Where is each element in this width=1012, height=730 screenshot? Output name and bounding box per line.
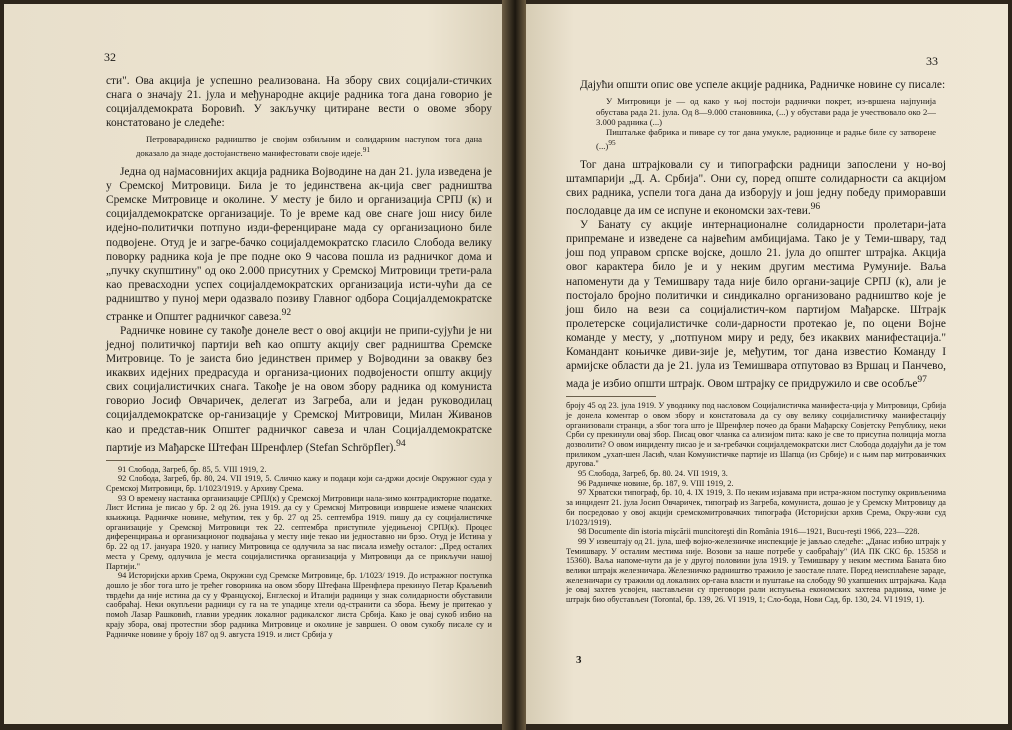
- footnote: 92 Слобода, Загреб, бр. 80, 24. VII 1919, 5. Слично кажу и подаци који са-држи досије Окружног суда у Сремској Митровици, бр. 1/1023/1919. у Архиву Срема.: [106, 474, 492, 493]
- footnote: 93 О времену настанка организације СРПЈ(к) у Сремској Митровици нала-зимо контрадикторне податке. Лист Истина је писао у бр. 2 од 26. јуна 1919. да су у Сремској Митровици извршене измене чланских књижица. Радничке новине, међутим, тек у бр. 27 од 25. септембра 1919. пишу да су социјалистичке организације у Сремској Митровици тек 22. септембра приступиле уједињеној СРПЈ(к). Процес диференцирања и организационог подвајања у месту није текао ни једноставно ни брзо. Отуд је Истина у бр. 22 од 17. јануара 1920. у напису Митровица се одлучила за нас писала између осталог: „Пред осталих места у Срему, одлучила је места социјалистичка организација у Митровици да се прикључи нашој Партији.": [106, 493, 492, 571]
- paragraph: Дајући општи опис ове успеле акције радника, Радничке новине су писале:: [580, 79, 946, 91]
- footnote-ref: 92: [281, 308, 292, 319]
- footnote-ref: 94: [396, 438, 406, 449]
- block-quote: Петроварадинско радништво је својим озбиљним и солидарним наступом тога дана доказало да знаде достојанствено манифестовати своје идеје.$^{91}$: [136, 134, 482, 158]
- footnote: 91 Слобода, Загреб, бр. 85, 5. VIII 1919, 2.: [118, 464, 267, 474]
- left-page: [4, 4, 503, 724]
- paragraph: Тог дана штрајковали су и типографски радници запослени у но-вој штампарији „Д. А. Србија". Они су, поред опште солидарности са акцијом свих радника, успели тога дана да изборују и још једну победу приморавши послодавце да им се испуне и економски зах-теви.$^{96}$: [566, 159, 946, 218]
- footnote: 95 Слобода, Загреб, бр. 80. 24. VII 1919, 3.: [578, 469, 728, 479]
- page-number: 33: [926, 54, 938, 68]
- right-page: [526, 4, 1008, 724]
- footnote: 94 Историјски архив Срема, Окружни суд Сремске Митровице, бр. 1/1023/ 1919. До истражног поступка дошло је због тога што је трећег говорника на овом збору Штефана Шренфлера прекинуо Петар Краљевић тврдећи да није истина да су у Француској, Енглеској и Италији радници у знак солидарности обуставили саобраћај. Неки окупљени радници су га на те упадице хтели од-странити са збора. Њему је притекао у помоћ Лазар Рашковић, главни уредник локалног радикалског листа Србија. Како је овај сукоб избио на крају збора, овај протестни збор радника Митровице и околине је завршен. О овом сукобу писале су и Радничке новине у броју 187 од 9. августа 1919. и лист Србија у: [106, 571, 492, 639]
- footnote-divider: [106, 460, 196, 461]
- footnote: 99 У извештају од 21. јула, шеф војно-железничке инспекције је јављао следеће: „Данас избио штрајк у Темишвару. У осталим местима није. Возови за наше потребе у саобраћају" (ИА ПК СКС бр. 15358 и 15360). Ваља напоме-нути да је у другој половини јула 1919. у Темишвару у неким местима Баната био велики штрајк железничара. Железничко радништво тражило је заостале плате. Поред неисплаћене зараде, железничари су тражили од локалних ор-гана власти и пуштање на слободу 90 ухапшених штрајкача. Када је овај захтев усвојен, настављени су преговори рали испуњења економских захтева радника, чиме је штрајк био обустављен (Torontal, бр. 139, 26. VI 1919, 1; Сло-бода, Нови Сад, бр. 130, 24. VI 1919, 1).: [566, 536, 946, 605]
- left-text-column: [106, 74, 492, 639]
- footnote-ref: 91: [362, 145, 370, 154]
- signature-mark: 3: [576, 654, 582, 666]
- footnote: 96 Радничке новине, бр. 187, 9. VIII 1919, 2.: [578, 478, 734, 488]
- paragraph: сти". Ова акција је успешно реализована. На збору свих социјали-стичких снага о значају 21. јула и међународне акције радника тога дана говорио је социјалдемократа Боровић. У закључку цитиране вести о овоме збору констатовано је следеће:: [106, 75, 492, 130]
- right-text-column: [566, 78, 946, 605]
- footnotes: [566, 401, 946, 605]
- footnote-divider: [566, 396, 656, 397]
- footnote-ref: 96: [810, 202, 821, 213]
- footnotes: [106, 465, 492, 640]
- paragraph: Радничке новине су такође донеле вест о овој акцији не припи-сујући је ни једној политичкој партији већ као општу акцију свег радништва Сремске Митровице. То је заиста био јединствен пример у Војводини за овакву без икаквих идејних предрасуда и организа-ционих подвојености општу акцију свих социјалистичких снага. Такође је на овом збору радника од комуниста говорио Јосиф Овчаричек, делегат из Загреба, али и један руководилац социјалдемократске ор-ганизације у Сремској Митровици, Милан Живанов као и представ-ник Општег радничког савеза и члан Социјалдемократске партије из Мађарске Штефан Шренфлер (Stefan Schröpfler).$^{94}$: [106, 324, 492, 454]
- book-gutter: [502, 0, 526, 730]
- footnote: 98 Documente din istoria mişcării muncitoreşti din România 1916—1921, Bucu-reşti 1966, 223—228.: [578, 527, 920, 537]
- footnote-continuation: броју 45 од 23. јула 1919. У уводнику под насловом Социјалистичка манифеста-ција у Митровици, Србија је донела коментар о овом збору и констатовала да су ову велику социјалистичку манифестацију организовали странци, а због тога што је Шренфлер почео да брани Мађарску Совјетску Републику, неки Срби су прекинули овај збор. Писац овог чланка са ализијом пита: како је све то присутна полиција могла дозволити? О овом инциденту писао је и за-гребачки социјалдемократски лист Слобода додајући да је том приликом „ухап-шен Ласић, члан Комунистичке партије из Шапца (из Србије) и с њим пар митроваичких другова.": [566, 401, 946, 469]
- footnote-ref: 95: [608, 138, 616, 147]
- footnote-ref: 97: [917, 375, 927, 386]
- footnote: 97 Хрватски типограф, бр. 10, 4. IX 1919, 3. По неким изјавама при истра-жном поступку окривљенима за инцидент 21. јула Јосип Овчаричек, типограф из Загреба, комуниста, дошао је у Сремску Митровицу да би посредовао у овој акцији сремскомитровачких типографа (Историјски архив Срема, Окру-жни суд I/1023/1919).: [566, 488, 946, 527]
- page-number: 32: [104, 50, 116, 64]
- paragraph: Једна од најмасовнијих акција радника Војводине на дан 21. јула изведена је у Сремској Митровици. Била је то јединствена ак-ција свег радништва Сремске Митровице и околине. У месту је било и организација СРПЈ (к) и социјалдемократске организације. То је време кад ове снаге још нису биле идејно-политички потпуно изди-ференциране мада су организационо биле подвојене. Отуд је и загре-бачко социјалдемократско гласило Слобода велику поворку радника која је пре подне око 9 часова пошла из радничког дома и „пучку скупштину" од око 2.000 присутних у Сремској Митровици трети-рала као превасходни успех социјалдемократских организација исти-чући да се радништво у пуној мери одазвало позиву Главног одбора Социјалдемократске странке и Општег радничког савеза.$^{92}$: [106, 166, 492, 323]
- paragraph: У Банату су акције интернационалне солидарности пролетари-јата припремане и изведене са највећим амбицијама. Тако је у Теми-швару, тад још под управом српске војске, дошло 21. јула до општег штрајка. Акција овог карактера било је и у неким другим местима Румуније. Ваља напоменути да у Темишвару тада није било органи-зације СРПЈ (к), али је постојало бројно политички и синдикално организовано радништво које је још било на вези са социјалистич-ком партијом Мађарске. Штрајк пролетерске социјалистичке соли-дарности протекао је, по оцени Војне команде у месту, у „потпуном миру и реду, без икаквих манифестација." Командант коњичке диви-зије је, међутим, тог дана известио Команду I армијске области да је 21. јула из Темишвара отпутовао вз Вршац и Панчево, мада је избио општи штрајк. Овом штрајку се придружило и све особље$^{97}$: [566, 219, 946, 391]
- block-quote: У Митровици је — од како у њој постоји раднички покрет, из-вршена најпунија обустава рада 21. јула. Од 8—9.000 становника, (...) у обустави рада је учествовало око 2—3.000 радника (...) Пиштаљке фабрика и пиваре су тог дана умукле, радионице и радње биле су затворене (...)$^{95}$: [596, 96, 936, 151]
